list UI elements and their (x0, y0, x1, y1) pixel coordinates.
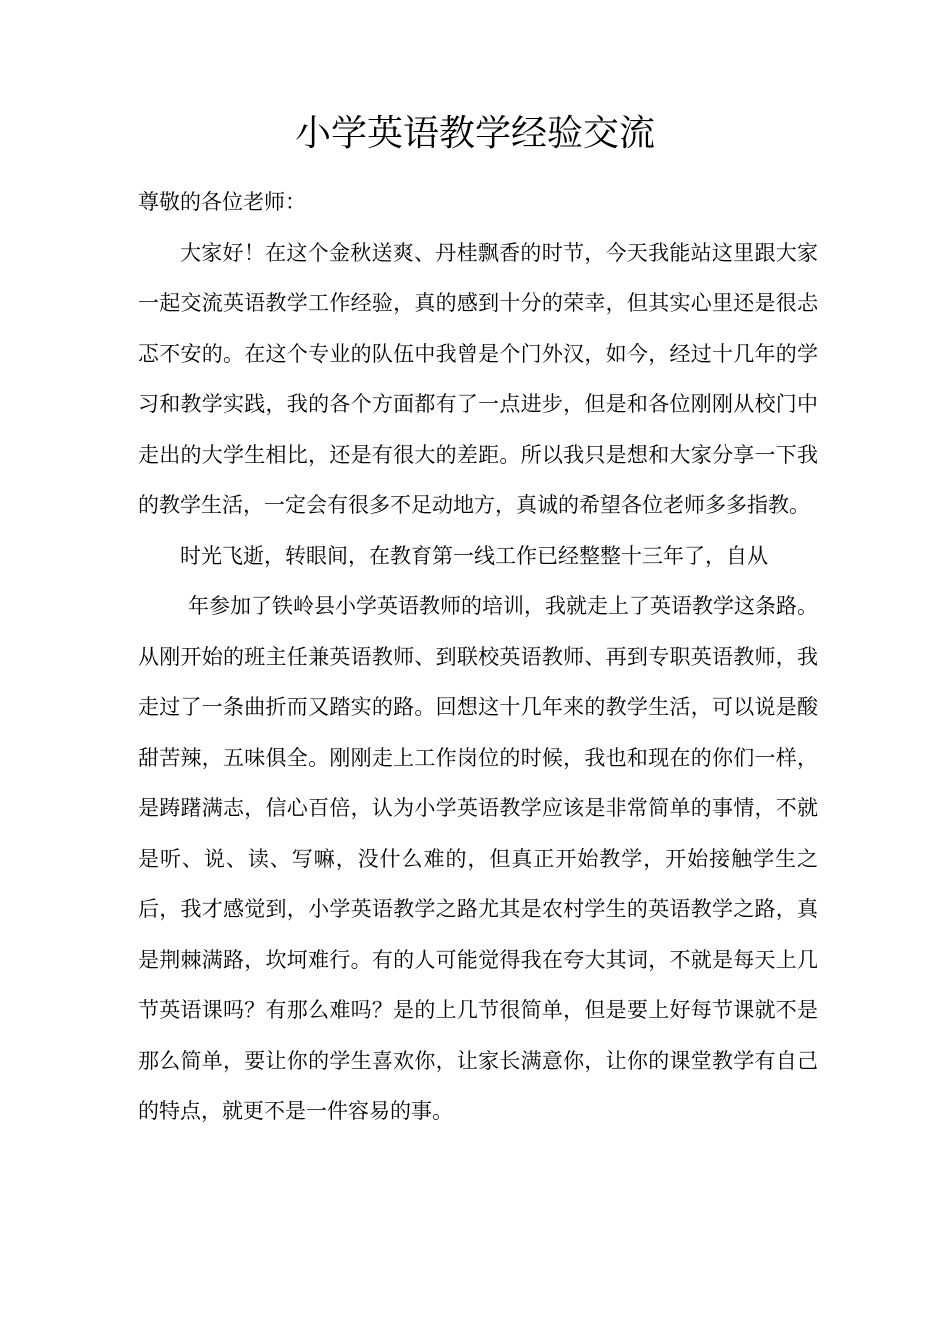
paragraph-time-flies: 时光飞逝，转眼间，在教育第一线工作已经整整十三年了，自从 (180, 543, 768, 568)
document-title: 小学英语教学经验交流 (294, 113, 655, 154)
salutation: 尊敬的各位老师： (138, 190, 306, 214)
paragraph-greeting: 大家好！在这个金秋送爽、丹桂飘香的时节，今天我能站这里跟大家一起交流英语教学工作经验，真的感到十分的荣幸，但其实心里还是很忐忑不安的。在这个专业的队伍中我曾是个门外汉，如今，经过十几年的学习和教学实践，我的各个方面都有了一点进步，但是和各位刚刚从校门中走出的大学生相比，还是有很大的差距。所以我只是想和大家分享一下我的教学生活，一定会有很多不足动地方，真诚的希望各位老师多多指教。 (138, 240, 818, 517)
paragraph-teaching-path: 年参加了铁岭县小学英语教师的培训，我就走上了英语教学这条路。从刚开始的班主任兼英语教师、到联校英语教师、再到专职英语教师，我走过了一条曲折而又踏实的路。回想这十几年来的教学生活，可以说是酸甜苦辣，五味俱全。刚刚走上工作岗位的时候，我也和现在的你们一样，是踌躇满志，信心百倍，认为小学英语教学应该是非常简单的事情，不就是听、说、读、写嘛，没什么难的，但真正开始教学，开始接触学生之后，我才感觉到，小学英语教学之路尤其是农村学生的英语教学之路，真是荆棘满路，坎坷难行。有的人可能觉得我在夸大其词，不就是每天上几节英语课吗？有那么难吗？是的上几节很简单，但是要上好每节课就不是那么简单，要让你的学生喜欢你，让家长满意你，让你的课堂教学有自己的特点，就更不是一件容易的事。 (138, 594, 818, 1123)
document-body (138, 177, 818, 1137)
